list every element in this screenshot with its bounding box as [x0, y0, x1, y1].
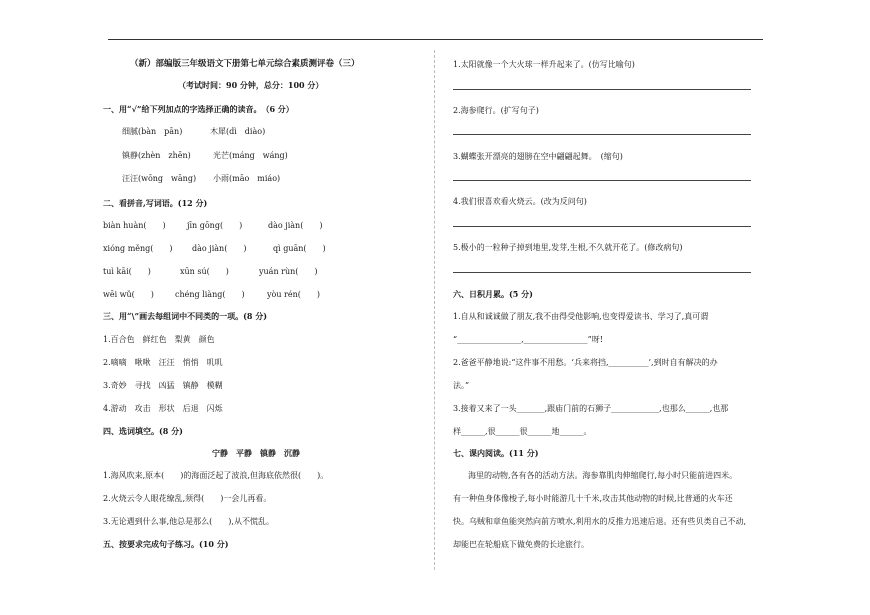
q1-item: 木犀(dì diào): [210, 127, 266, 136]
q6-line: 2.爸爸平静地说:“这件事不用愁。‘兵来将挡,__________’,到时自有解决的办: [453, 358, 718, 367]
reading-paragraph: 有一种鱼身体像梭子,每小时能游几十千米,攻击其他动物的时候,比普通的火车还: [453, 494, 733, 503]
reading-paragraph: 却能巴在轮船底下做免费的长途旅行。: [453, 540, 589, 549]
pinyin-item: qì guān( ): [273, 244, 326, 253]
answer-line[interactable]: [453, 272, 751, 273]
q6-line: 法。”: [453, 381, 470, 390]
q6-line: 3.接着又来了一头_______,跟庙门前的石狮子____________,也那么______,也那: [453, 404, 729, 413]
q5-item: 4.我们很喜欢看火烧云。(改为反问句): [453, 197, 587, 206]
q3-heading: 三、用“\”画去每组词中不同类的一项。(8 分): [103, 311, 268, 321]
q5-item: 1.太阳就像一个大火球一样升起来了。(仿写比喻句): [453, 60, 635, 69]
pinyin-item: xūn sú( ): [180, 267, 229, 276]
q1-item: 镇静(zhèn zhēn): [122, 151, 191, 160]
column-divider: [434, 50, 435, 570]
pinyin-item: chéng liàng( ): [175, 290, 245, 299]
q4-item: 2.火烧云令人眼花缭乱,须得( )一会儿再看。: [103, 494, 272, 503]
q6-line: “________________,________________”呀!: [453, 335, 603, 344]
q4-heading: 四、选词填空。(8 分): [103, 426, 183, 436]
q2-heading: 二、看拼音,写词语。(12 分): [103, 198, 208, 208]
q5-item: 3.蝴蝶张开漂亮的翅膀在空中翩翩起舞。 (缩句): [453, 152, 623, 161]
answer-line[interactable]: [453, 226, 751, 227]
pinyin-item: wēi wǔ( ): [103, 290, 154, 299]
exam-info: （考试时间：90 分钟，总分：100 分）: [178, 80, 324, 90]
pinyin-item: biàn huàn( ): [103, 221, 166, 230]
q7-heading: 七、课内阅读。(11 分): [453, 448, 539, 458]
q1-item: 汪汪(wōng wāng): [122, 174, 197, 183]
page-title: （新）部编版三年级语文下册第七单元综合素质测评卷（三）: [130, 59, 360, 69]
q5-heading: 五、按要求完成句子练习。(10 分): [103, 539, 229, 549]
pinyin-item: yuán rùn( ): [259, 267, 318, 276]
q1-item: 光芒(máng wáng): [213, 151, 288, 160]
top-rule: [108, 39, 763, 40]
reading-paragraph: 快。乌贼和章鱼能突然向前方喷水,利用水的反推力迅速后退。还有些贝类自己不动,: [453, 517, 747, 526]
q4-item: 1.海风吹来,原本( )的海面泛起了波浪,但海底依然很( )。: [103, 471, 329, 480]
q3-item: 4.游动 攻击 形状 后退 闪烁: [103, 404, 223, 413]
reading-paragraph: 海里的动物,各有各的活动方法。海参靠肌肉伸缩爬行,每小时只能前进四米。: [468, 471, 738, 480]
pinyin-item: tuì kāi( ): [103, 267, 151, 276]
pinyin-item: yòu rén( ): [267, 290, 320, 299]
answer-line[interactable]: [453, 134, 751, 135]
q5-item: 2.海参爬行。(扩写句子): [453, 106, 539, 115]
q5-item: 5.极小的一粒种子掉到地里,发芽,生根,不久就开花了。(修改病句): [453, 243, 683, 252]
q3-item: 1.百合色 鲜红色 梨黄 颜色: [103, 335, 215, 344]
q6-line: 1.自从和诚诚做了朋友,我不由得受他影响,也变得爱读书、学习了,真可谓: [453, 312, 709, 321]
answer-line[interactable]: [453, 180, 751, 181]
q4-word-bank: 宁静 平静 镇静 沉静: [212, 448, 300, 458]
q3-item: 3.奇妙 寻找 凶猛 镇静 模糊: [103, 381, 223, 390]
q4-item: 3.无论遇到什么事,他总是那么( ),从不慌乱。: [103, 517, 274, 526]
answer-line[interactable]: [453, 89, 751, 90]
pinyin-item: dào jiàn( ): [268, 221, 323, 230]
q1-item: 细腻(bàn pān): [122, 127, 183, 136]
pinyin-item: xióng měng( ): [103, 244, 173, 253]
pinyin-item: dào jiàn( ): [192, 244, 247, 253]
q6-heading: 六、日积月累。(5 分): [453, 289, 533, 299]
q3-item: 2.嘀嘀 啾啾 汪汪 悄悄 叽叽: [103, 358, 223, 367]
q1-item: 小雨(māo miáo): [213, 174, 281, 183]
q6-line: 样______,很______很______地______。: [453, 427, 592, 436]
pinyin-item: jīn gōng( ): [187, 221, 243, 230]
q1-heading: 一、用“√”给下列加点的字选择正确的读音。 （6 分）: [103, 104, 294, 114]
